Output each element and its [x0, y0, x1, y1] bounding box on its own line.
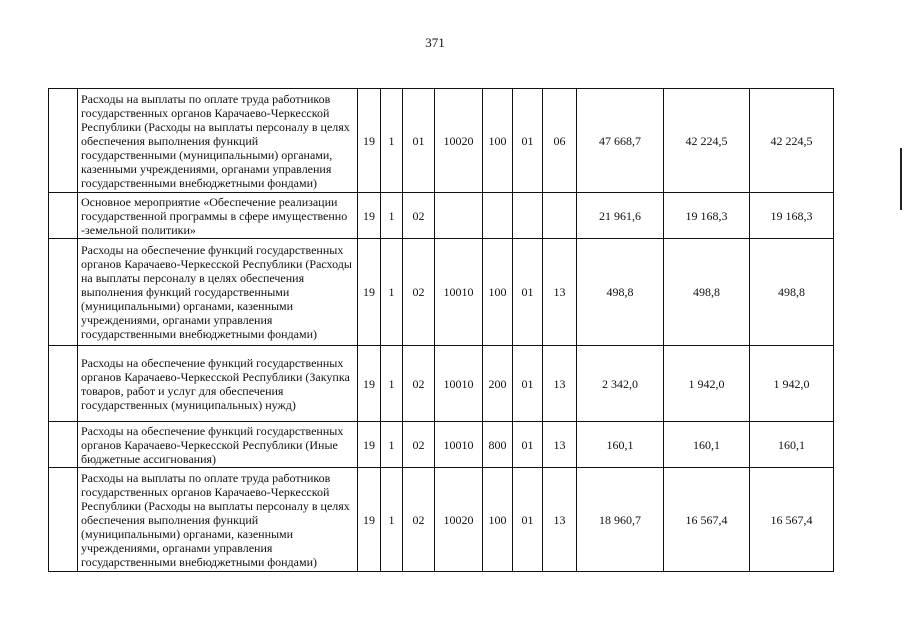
code-cell: 1 [381, 422, 403, 468]
sum-cell: 42 224,5 [750, 89, 834, 193]
expense-name: Расходы на выплаты по оплате труда работников государственных органов Карачаево-Черкесской Республики (Расходы на выплаты персоналу в целях обеспечения выполнения функций (муниципальными) органами, казенными учреждениями, органами управления государственными внебюджетными фондами) [78, 468, 358, 572]
code-cell: 19 [358, 422, 381, 468]
row-marker-cell [49, 193, 78, 239]
code-cell: 19 [358, 239, 381, 346]
sum-cell: 498,8 [750, 239, 834, 346]
expense-name: Расходы на обеспечение функций государственных органов Карачаево-Черкесской Республики (Иные бюджетные ассигнования) [78, 422, 358, 468]
code-cell: 02 [403, 346, 435, 422]
code-cell: 10010 [435, 346, 483, 422]
code-cell: 19 [358, 89, 381, 193]
code-cell: 1 [381, 239, 403, 346]
code-cell: 01 [513, 422, 543, 468]
code-cell [543, 193, 577, 239]
code-cell: 13 [543, 468, 577, 572]
code-cell: 100 [483, 468, 513, 572]
sum-cell: 19 168,3 [750, 193, 834, 239]
code-cell: 1 [381, 89, 403, 193]
code-cell: 19 [358, 193, 381, 239]
code-cell: 02 [403, 193, 435, 239]
code-cell: 10020 [435, 468, 483, 572]
code-cell: 100 [483, 239, 513, 346]
row-marker-cell [49, 239, 78, 346]
sum-cell: 498,8 [664, 239, 750, 346]
code-cell: 02 [403, 468, 435, 572]
code-cell: 13 [543, 422, 577, 468]
code-cell: 200 [483, 346, 513, 422]
sum-cell: 16 567,4 [664, 468, 750, 572]
margin-line [900, 148, 902, 210]
code-cell: 01 [513, 89, 543, 193]
table-row [49, 346, 834, 422]
code-cell: 10010 [435, 422, 483, 468]
expense-name: Расходы на обеспечение функций государственных органов Карачаево-Черкесской Республики (Закупка товаров, работ и услуг для обеспечения государственных (муниципальных) нужд) [78, 346, 358, 422]
code-cell [435, 193, 483, 239]
code-cell: 13 [543, 239, 577, 346]
code-cell: 01 [513, 468, 543, 572]
sum-cell: 19 168,3 [664, 193, 750, 239]
code-cell: 1 [381, 193, 403, 239]
sum-cell: 42 224,5 [664, 89, 750, 193]
budget-table [48, 88, 834, 572]
code-cell: 19 [358, 346, 381, 422]
sum-cell: 160,1 [577, 422, 664, 468]
table-row [49, 193, 834, 239]
code-cell: 19 [358, 468, 381, 572]
sum-cell: 18 960,7 [577, 468, 664, 572]
code-cell: 01 [403, 89, 435, 193]
expense-name: Расходы на обеспечение функций государственных органов Карачаево-Черкесской Республики (Расходы на выплаты персоналу в целях обеспечения выполнения функций государственными (муниципальными) органами, казенными учреждениями, органами управления государственными внебюджетными фондами) [78, 239, 358, 346]
code-cell: 13 [543, 346, 577, 422]
code-cell [513, 193, 543, 239]
sum-cell: 2 342,0 [577, 346, 664, 422]
sum-cell: 160,1 [664, 422, 750, 468]
code-cell: 02 [403, 422, 435, 468]
sum-cell: 498,8 [577, 239, 664, 346]
table-row [49, 422, 834, 468]
code-cell: 10010 [435, 239, 483, 346]
code-cell: 800 [483, 422, 513, 468]
code-cell: 1 [381, 346, 403, 422]
row-marker-cell [49, 422, 78, 468]
table-row [49, 89, 834, 193]
sum-cell: 21 961,6 [577, 193, 664, 239]
code-cell: 01 [513, 239, 543, 346]
code-cell: 02 [403, 239, 435, 346]
code-cell: 01 [513, 346, 543, 422]
sum-cell: 1 942,0 [664, 346, 750, 422]
expense-name: Основное мероприятие «Обеспечение реализации государственной программы в сфере имущественно -земельной политики» [78, 193, 358, 239]
page-number: 371 [425, 35, 445, 50]
code-cell: 100 [483, 89, 513, 193]
table-row [49, 239, 834, 346]
row-marker-cell [49, 89, 78, 193]
sum-cell: 160,1 [750, 422, 834, 468]
sum-cell: 16 567,4 [750, 468, 834, 572]
sum-cell: 1 942,0 [750, 346, 834, 422]
code-cell: 06 [543, 89, 577, 193]
row-marker-cell [49, 468, 78, 572]
code-cell: 10020 [435, 89, 483, 193]
sum-cell: 47 668,7 [577, 89, 664, 193]
code-cell [483, 193, 513, 239]
expense-name: Расходы на выплаты по оплате труда работников государственных органов Карачаево-Черкесской Республики (Расходы на выплаты персоналу в целях обеспечения выполнения функций государственными (муниципальными) органами, казенными учреждениями, органами управления государственными внебюджетными фондами) [78, 89, 358, 193]
code-cell: 1 [381, 468, 403, 572]
table-row [49, 468, 834, 572]
row-marker-cell [49, 346, 78, 422]
